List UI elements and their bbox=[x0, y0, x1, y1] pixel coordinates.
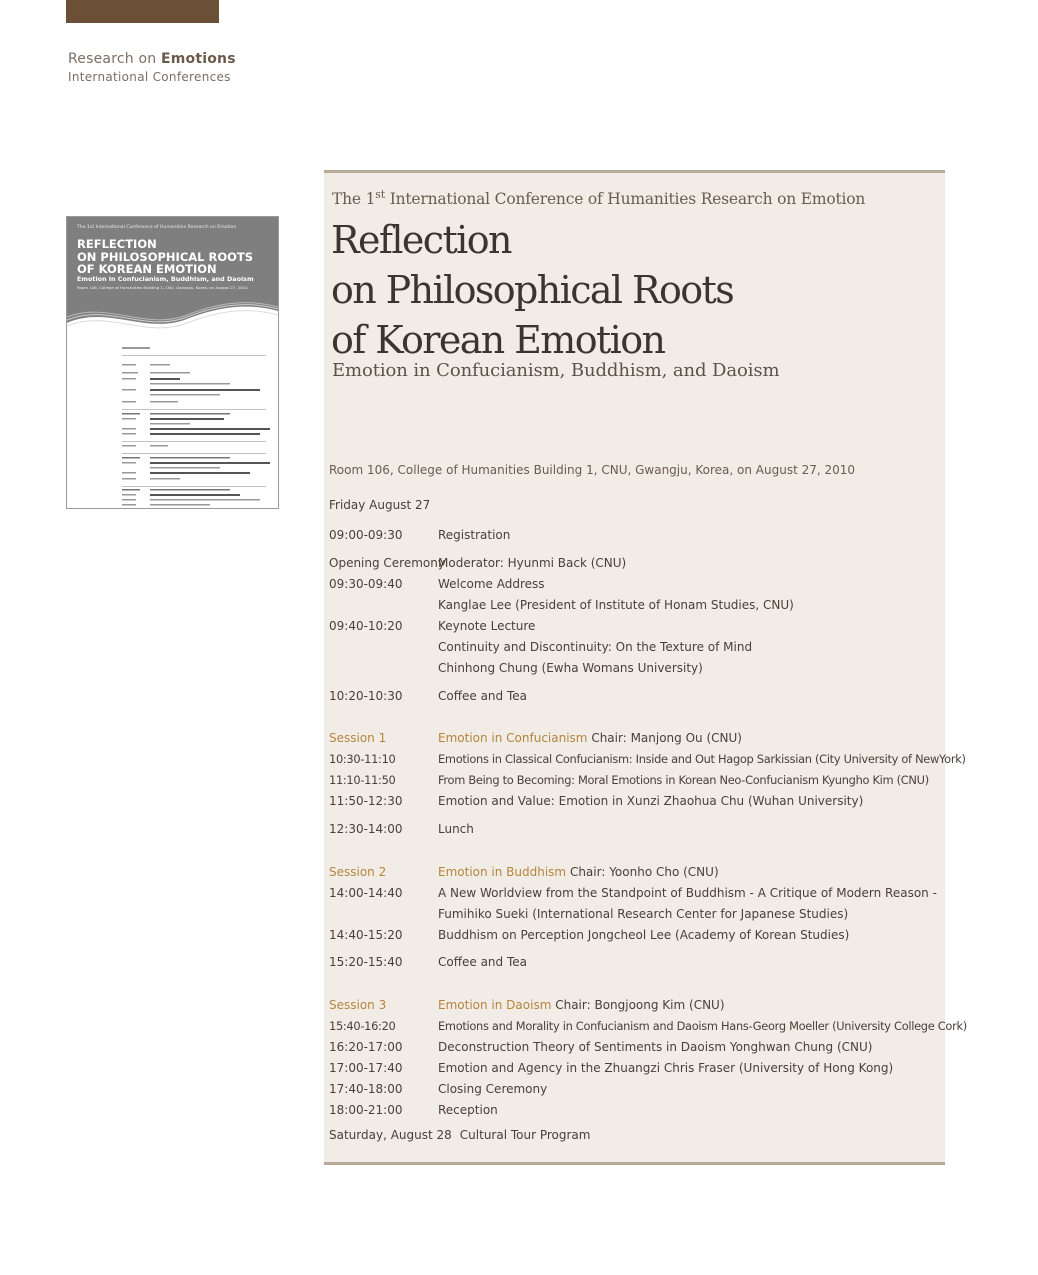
schedule-description bbox=[438, 1101, 498, 1119]
schedule-text: Coffee and Tea bbox=[438, 689, 527, 703]
schedule-time: 10:30-11:10 bbox=[329, 752, 396, 766]
poster-top-line: The 1st International Conference of Humanities Research on Emotion bbox=[77, 225, 237, 230]
saturday-row bbox=[329, 1128, 590, 1142]
schedule-description bbox=[438, 996, 725, 1014]
conference-venue: Room 106, College of Humanities Building 1, CNU, Gwangju, Korea, on August 27, 2010 bbox=[329, 463, 856, 477]
schedule-description bbox=[438, 926, 849, 944]
schedule-text: Fumihiko Sueki (International Research Center for Japanese Studies) bbox=[438, 907, 849, 921]
schedule-time: 09:30-09:40 bbox=[329, 577, 403, 591]
schedule-time: 18:00-21:00 bbox=[329, 1103, 403, 1117]
session-title: Emotion in Buddhism bbox=[438, 865, 567, 879]
schedule-description bbox=[438, 863, 719, 881]
schedule-time: Opening Ceremony bbox=[329, 556, 445, 570]
schedule-text: Lunch bbox=[438, 822, 474, 836]
schedule-description bbox=[438, 617, 535, 635]
schedule-time: 15:20-15:40 bbox=[329, 955, 403, 969]
schedule-time: 09:00-09:30 bbox=[329, 528, 403, 542]
schedule-text: Emotion and Agency in the Zhuangzi Chris Fraser (University of Hong Kong) bbox=[438, 1061, 894, 1075]
schedule-text: Chinhong Chung (Ewha Womans University) bbox=[438, 661, 703, 675]
poster-title: REFLECTION ON PHILOSOPHICAL ROOTS OF KOREAN EMOTION bbox=[77, 237, 254, 276]
schedule-text: Kanglae Lee (President of Institute of Honam Studies, CNU) bbox=[438, 598, 794, 612]
schedule-text: Emotions and Morality in Confucianism and Daoism Hans-Georg Moeller (University College Cork) bbox=[438, 1019, 967, 1033]
schedule-text: Deconstruction Theory of Sentiments in Daoism Yonghwan Chung (CNU) bbox=[438, 1040, 873, 1054]
schedule-description bbox=[438, 575, 545, 593]
schedule-text: Continuity and Discontinuity: On the Texture of Mind bbox=[438, 640, 753, 654]
schedule-text: From Being to Becoming: Moral Emotions in Korean Neo-Confucianism Kyungho Kim (CNU) bbox=[438, 773, 929, 787]
schedule-description bbox=[438, 1059, 893, 1077]
schedule-time: 09:40-10:20 bbox=[329, 619, 403, 633]
schedule-time: 11:50-12:30 bbox=[329, 794, 403, 808]
schedule-description bbox=[438, 750, 966, 768]
schedule-description bbox=[438, 905, 848, 923]
schedule-description bbox=[438, 792, 863, 810]
schedule-text: Emotions in Classical Confucianism: Inside and Out Hagop Sarkissian (City University of NewYork) bbox=[438, 752, 966, 766]
schedule-text: Keynote Lecture bbox=[438, 619, 536, 633]
schedule-text: Moderator: Hyunmi Back (CNU) bbox=[438, 556, 627, 570]
schedule-description bbox=[438, 1017, 967, 1035]
schedule-text: Registration bbox=[438, 528, 511, 542]
schedule-time: 10:20-10:30 bbox=[329, 689, 403, 703]
schedule-text: Chair: Manjong Ou (CNU) bbox=[587, 731, 742, 745]
poster-venue: Room 106, College of Humanities Building 1, CNU, Gwangju, Korea, on August 27, 2010 bbox=[77, 285, 248, 290]
schedule-time: 17:00-17:40 bbox=[329, 1061, 403, 1075]
schedule-description bbox=[438, 729, 742, 747]
conference-title: Reflection on Philosophical Roots of Korean Emotion bbox=[331, 218, 734, 362]
schedule-time: 14:00-14:40 bbox=[329, 886, 403, 900]
brand-color-bar bbox=[66, 0, 219, 23]
conference-heading: The 1st International Conference of Humanities Research on Emotion bbox=[332, 188, 866, 209]
schedule-time: Session 2 bbox=[329, 865, 387, 879]
schedule-time: 12:30-14:00 bbox=[329, 822, 403, 836]
schedule-text: Welcome Address bbox=[438, 577, 545, 591]
saturday-date: Saturday, August 28 bbox=[329, 1128, 452, 1142]
schedule-description bbox=[438, 596, 794, 614]
schedule-description bbox=[438, 526, 510, 544]
schedule-time: Session 1 bbox=[329, 731, 387, 745]
site-brand[interactable] bbox=[68, 51, 236, 84]
schedule-text: Chair: Yoonho Cho (CNU) bbox=[566, 865, 719, 879]
schedule-time: Session 3 bbox=[329, 998, 387, 1012]
schedule-description bbox=[438, 884, 937, 902]
poster-program-lines bbox=[67, 217, 278, 508]
schedule-description bbox=[438, 659, 703, 677]
brand-title: Research on Emotions bbox=[68, 51, 236, 67]
conference-panel bbox=[324, 170, 967, 1165]
schedule-description bbox=[438, 771, 929, 789]
session-title: Emotion in Confucianism bbox=[438, 731, 588, 745]
saturday-event: Cultural Tour Program bbox=[459, 1128, 591, 1142]
schedule-description bbox=[438, 1080, 547, 1098]
conference-subtitle: Emotion in Confucianism, Buddhism, and Daoism bbox=[332, 360, 780, 381]
schedule-time: 15:40-16:20 bbox=[329, 1019, 396, 1033]
poster-thumbnail[interactable] bbox=[66, 216, 279, 509]
schedule-time: 16:20-17:00 bbox=[329, 1040, 403, 1054]
schedule-time: 11:10-11:50 bbox=[329, 773, 396, 787]
schedule-text: A New Worldview from the Standpoint of Buddhism - A Critique of Modern Reason - bbox=[438, 886, 937, 900]
schedule-description bbox=[438, 554, 626, 572]
schedule-text: Chair: Bongjoong Kim (CNU) bbox=[551, 998, 725, 1012]
poster-subtitle: Emotion in Confucianism, Buddhism, and Daoism bbox=[77, 275, 254, 283]
schedule-description bbox=[438, 638, 752, 656]
schedule-text: Closing Ceremony bbox=[438, 1082, 548, 1096]
schedule-text: Reception bbox=[438, 1103, 498, 1117]
schedule-text: Emotion and Value: Emotion in Xunzi Zhaohua Chu (Wuhan University) bbox=[438, 794, 864, 808]
schedule-text: Coffee and Tea bbox=[438, 955, 527, 969]
schedule-description bbox=[438, 820, 474, 838]
schedule-time: 17:40-18:00 bbox=[329, 1082, 403, 1096]
schedule-description bbox=[438, 1038, 872, 1056]
schedule-description bbox=[438, 687, 527, 705]
session-title: Emotion in Daoism bbox=[438, 998, 552, 1012]
schedule-time: 14:40-15:20 bbox=[329, 928, 403, 942]
brand-subtitle: International Conferences bbox=[68, 70, 231, 84]
schedule-description bbox=[438, 953, 527, 971]
schedule-text: Buddhism on Perception Jongcheol Lee (Academy of Korean Studies) bbox=[438, 928, 850, 942]
day-heading: Friday August 27 bbox=[329, 498, 431, 512]
